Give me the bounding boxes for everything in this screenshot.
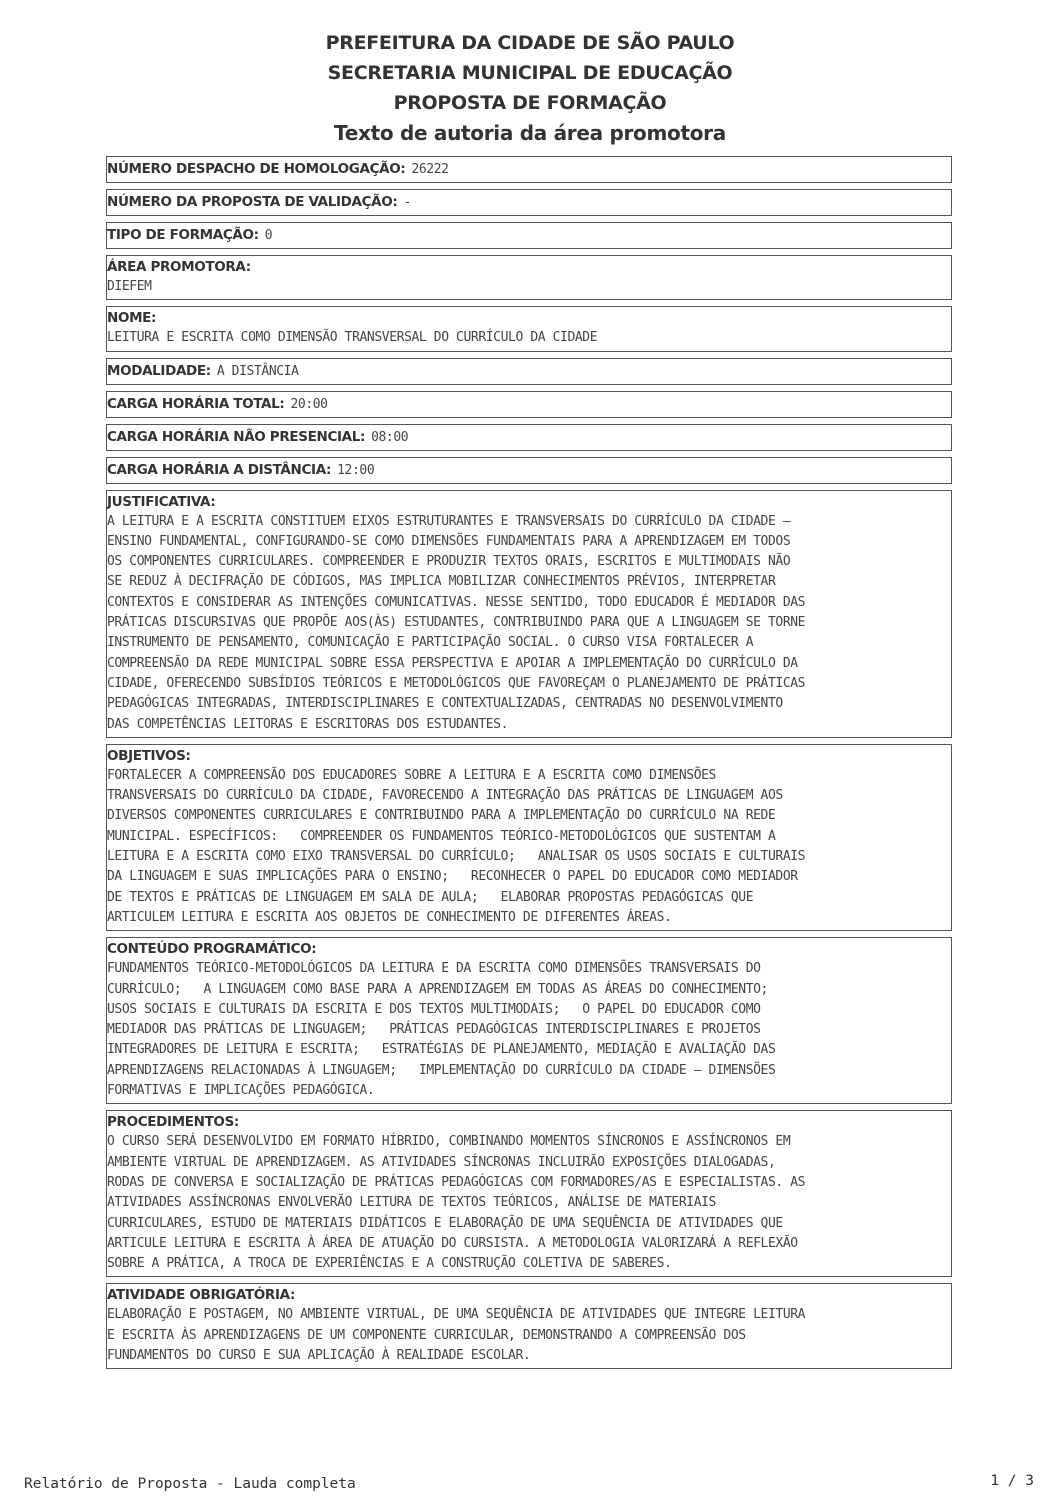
field-value: 08:00: [371, 429, 409, 445]
text-line: CONTEXTOS E CONSIDERAR AS INTENÇÕES COMUNICATIVAS. NESSE SENTIDO, TODO EDUCADOR É MEDIADOR DAS: [107, 594, 806, 610]
field-tipo-formacao: [106, 222, 952, 249]
text-line: CURRÍCULO; A LINGUAGEM COMO BASE PARA A APRENDIZAGEM EM TODAS AS ÁREAS DO CONHECIMENTO;: [107, 981, 768, 997]
text-line: RODAS DE CONVERSA E SOCIALIZAÇÃO DE PRÁTICAS PEDAGÓGICAS COM FORMADORES/AS E ESPECIALISTAS. AS: [107, 1174, 806, 1190]
field-carga-total: [106, 391, 952, 418]
field-atividade-obrigatoria: [106, 1283, 952, 1369]
text-line: ARTICULE LEITURA E ESCRITA À ÁREA DE ATUAÇÃO DO CURSISTA. A METODOLOGIA VALORIZARÁ A REFLEXÃO: [107, 1235, 798, 1251]
text-line: PEDAGÓGICAS INTEGRADAS, INTERDISCIPLINARES E CONTEXTUALIZADAS, CENTRADAS NO DESENVOLVIMENTO: [107, 696, 783, 712]
text-line: DE TEXTOS E PRÁTICAS DE LINGUAGEM EM SALA DE AULA; ELABORAR PROPOSTAS PEDAGÓGICAS QUE: [107, 889, 754, 905]
field-conteudo-programatico: [106, 937, 952, 1104]
field-label: PROCEDIMENTOS:: [107, 1114, 239, 1131]
text-line: DAS COMPETÊNCIAS LEITORAS E ESCRITORAS DOS ESTUDANTES.: [107, 716, 509, 732]
field-label: NOME:: [107, 310, 157, 327]
text-line: ENSINO FUNDAMENTAL, CONFIGURANDO-SE COMO DIMENSÕES FUNDAMENTAIS PARA A APRENDIZAGEM EM TODOS: [107, 533, 791, 549]
text-line: ARTICULEM LEITURA E ESCRITA AOS OBJETOS DE CONHECIMENTO DE DIFERENTES ÁREAS.: [107, 909, 672, 925]
field-label: NÚMERO DA PROPOSTA DE VALIDAÇÃO:: [107, 194, 398, 210]
field-value: 12:00: [337, 462, 375, 478]
field-label: MODALIDADE:: [107, 362, 211, 379]
text-line: OS COMPONENTES CURRICULARES. COMPREENDER E PRODUZIR TEXTOS ORAIS, ESCRITOS E MULTIMODAIS NÃO: [107, 554, 791, 570]
text-line: USOS SOCIAIS E CULTURAIS DA ESCRITA E DOS TEXTOS MULTIMODAIS; O PAPEL DO EDUCADOR COMO: [107, 1001, 761, 1017]
text-line: COMPREENSÃO DA REDE MUNICIPAL SOBRE ESSA PERSPECTIVA E APOIAR A IMPLEMENTAÇÃO DO CURRÍCULO DA: [107, 655, 798, 671]
form-fields: [106, 156, 952, 1375]
field-value: 0: [264, 228, 273, 243]
field-proposta-validacao: [106, 189, 952, 216]
field-label: JUSTIFICATIVA:: [107, 493, 216, 510]
field-label: ÁREA PROMOTORA:: [107, 259, 251, 275]
text-line: E ESCRITA ÀS APRENDIZAGENS DE UM COMPONENTE CURRICULAR, DEMONSTRANDO A COMPREENSÃO DOS: [107, 1327, 746, 1343]
text-line: CURRICULARES, ESTUDO DE MATERIAIS DIDÁTICOS E ELABORAÇÃO DE UMA SEQUÊNCIA DE ATIVIDADES QUE: [107, 1215, 783, 1231]
field-label: CARGA HORÁRIA TOTAL:: [107, 395, 285, 412]
field-area-promotora: [106, 255, 952, 300]
field-label: CARGA HORÁRIA NÃO PRESENCIAL:: [107, 428, 366, 445]
header-secretaria: SECRETARIA MUNICIPAL DE EDUCAÇÃO: [327, 62, 733, 84]
footer-report-title: Relatório de Proposta - Lauda completa: [24, 1476, 356, 1492]
text-line: FORTALECER A COMPREENSÃO DOS EDUCADORES SOBRE A LEITURA E A ESCRITA COMO DIMENSÕES: [107, 767, 716, 783]
field-carga-distancia: [106, 457, 952, 484]
field-value: -: [403, 195, 411, 210]
field-objetivos: [106, 744, 952, 931]
text-line: PRÁTICAS DISCURSIVAS QUE PROPÕE AOS(ÀS) ESTUDANTES, CONTRIBUINDO PARA QUE A LINGUAGEM SE TORNE: [107, 615, 806, 631]
text-line: A LEITURA E A ESCRITA CONSTITUEM EIXOS ESTRUTURANTES E TRANSVERSAIS DO CURRÍCULO DA CIDADE —: [107, 513, 791, 529]
field-despacho: [106, 156, 952, 183]
field-procedimentos: [106, 1110, 952, 1277]
text-line: ATIVIDADES ASSÍNCRONAS ENVOLVERÃO LEITURA DE TEXTOS TEÓRICOS, ANÁLISE DE MATERIAIS: [107, 1195, 716, 1211]
field-label: CONTEÚDO PROGRAMÁTICO:: [107, 941, 317, 958]
text-line: MUNICIPAL. ESPECÍFICOS: COMPREENDER OS FUNDAMENTOS TEÓRICO-METODOLÓGICOS QUE SUSTENTAM A: [107, 828, 776, 844]
text-line: AMBIENTE VIRTUAL DE APRENDIZAGEM. AS ATIVIDADES SÍNCRONAS INCLUIRÃO EXPOSIÇÕES DIALOGADAS,: [107, 1154, 776, 1170]
field-carga-nao-presencial: [106, 424, 952, 451]
text-line: ELABORAÇÃO E POSTAGEM, NO AMBIENTE VIRTUAL, DE UMA SEQUÊNCIA DE ATIVIDADES QUE INTEGRE LEITURA: [107, 1307, 806, 1323]
header-prefeitura: PREFEITURA DA CIDADE DE SÃO PAULO: [325, 32, 735, 54]
field-label: ATIVIDADE OBRIGATÓRIA:: [107, 1287, 296, 1304]
text-line: TRANSVERSAIS DO CURRÍCULO DA CIDADE, FAVORECENDO A INTEGRAÇÃO DAS PRÁTICAS DE LINGUAGEM AOS: [107, 788, 783, 804]
field-value: 26222: [411, 162, 449, 177]
field-label: OBJETIVOS:: [107, 747, 191, 764]
header-proposta: PROPOSTA DE FORMAÇÃO: [393, 92, 667, 114]
field-label: TIPO DE FORMAÇÃO:: [107, 227, 259, 243]
field-value: DIEFEM: [107, 279, 152, 294]
text-line: FUNDAMENTOS TEÓRICO-METODOLÓGICOS DA LEITURA E DA ESCRITA COMO DIMENSÕES TRANSVERSAIS DO: [107, 961, 761, 977]
header-subtitle: Texto de autoria da área promotora: [334, 121, 726, 145]
text-line: SOBRE A PRÁTICA, A TROCA DE EXPERIÊNCIAS E A CONSTRUÇÃO COLETIVA DE SABERES.: [107, 1256, 672, 1272]
field-label: NÚMERO DESPACHO DE HOMOLOGAÇÃO:: [107, 161, 406, 177]
text-line: DA LINGUAGEM E SUAS IMPLICAÇÕES PARA O ENSINO; RECONHECER O PAPEL DO EDUCADOR COMO MEDIADOR: [107, 869, 798, 885]
text-line: FUNDAMENTOS DO CURSO E SUA APLICAÇÃO À REALIDADE ESCOLAR.: [107, 1347, 531, 1363]
text-line: CIDADE, OFERECENDO SUBSÍDIOS TEÓRICOS E METODOLÓGICOS QUE FAVOREÇAM O PLANEJAMENTO DE PRÁTICAS: [107, 675, 806, 691]
text-line: FORMATIVAS E IMPLICAÇÕES PEDAGÓGICA.: [107, 1083, 375, 1099]
text-line: MEDIADOR DAS PRÁTICAS DE LINGUAGEM; PRÁTICAS PEDAGÓGICAS INTERDISCIPLINARES E PROJETOS: [107, 1022, 761, 1038]
field-value: A DISTÂNCIA: [216, 363, 299, 379]
text-line: INSTRUMENTO DE PENSAMENTO, COMUNICAÇÃO E PARTICIPAÇÃO SOCIAL. O CURSO VISA FORTALECER A: [107, 635, 754, 651]
page-number: 1 / 3: [990, 1473, 1034, 1489]
field-value: 20:00: [290, 396, 328, 412]
page-footer: [24, 1473, 1034, 1492]
text-line: SE REDUZ À DECIFRAÇÃO DE CÓDIGOS, MAS IMPLICA MOBILIZAR CONHECIMENTOS PRÉVIOS, INTERPRETAR: [107, 574, 776, 590]
text-line: APRENDIZAGENS RELACIONADAS À LINGUAGEM; IMPLEMENTAÇÃO DO CURRÍCULO DA CIDADE — DIMENSÕES: [107, 1062, 776, 1078]
field-value: LEITURA E ESCRITA COMO DIMENSÃO TRANSVERSAL DO CURRÍCULO DA CIDADE: [107, 330, 598, 346]
field-justificativa: [106, 490, 952, 738]
text-line: DIVERSOS COMPONENTES CURRICULARES E CONTRIBUINDO PARA A IMPLEMENTAÇÃO DO CURRÍCULO NA REDE: [107, 808, 776, 824]
text-line: INTEGRADORES DE LEITURA E ESCRITA; ESTRATÉGIAS DE PLANEJAMENTO, MEDIAÇÃO E AVALIAÇÃO DAS: [107, 1042, 776, 1058]
field-modalidade: [106, 358, 952, 385]
document-header: [0, 28, 1060, 148]
text-line: LEITURA E A ESCRITA COMO EIXO TRANSVERSAL DO CURRÍCULO; ANALISAR OS USOS SOCIAIS E CULTURAIS: [107, 849, 806, 865]
field-label: CARGA HORÁRIA A DISTÂNCIA:: [107, 461, 332, 478]
text-line: O CURSO SERÁ DESENVOLVIDO EM FORMATO HÍBRIDO, COMBINANDO MOMENTOS SÍNCRONOS E ASSÍNCRONOS EM: [107, 1134, 791, 1150]
field-nome: [106, 306, 952, 351]
